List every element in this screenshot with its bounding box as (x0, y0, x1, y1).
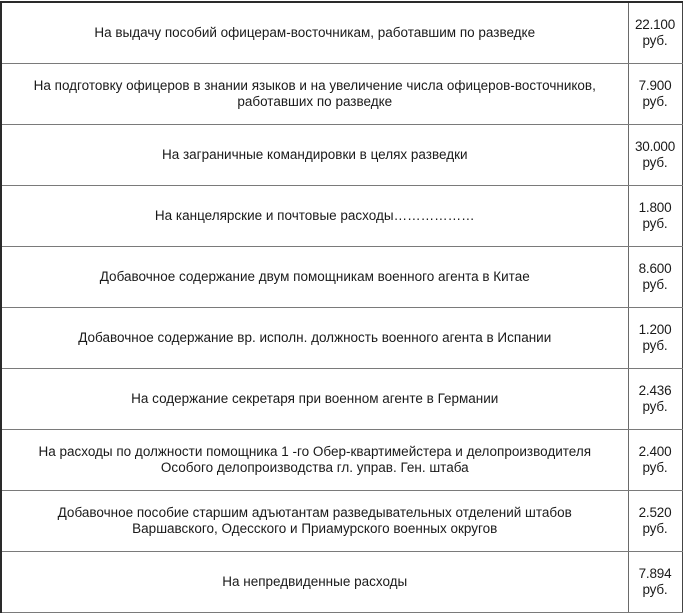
row-amount: 2.436 (638, 383, 672, 398)
table-row (1, 247, 682, 308)
row-currency: руб. (642, 94, 668, 109)
row-amount-cell (628, 186, 682, 247)
table-row (1, 2, 682, 64)
row-amount: 7.900 (638, 78, 672, 93)
row-amount-cell (628, 64, 682, 125)
row-currency: руб. (642, 460, 668, 475)
row-description: Добавочное пособие старшим адъютантам разведывательных отделений штабов Варшавского, Одесского и Приамурского военных округов (1, 491, 628, 552)
row-description: На подготовку офицеров в знании языков и на увеличение числа офицеров-восточников, работавших по разведке (1, 64, 628, 125)
row-amount-cell (628, 552, 682, 613)
table-row (1, 552, 682, 613)
row-amount-cell (628, 247, 682, 308)
row-description: На расходы по должности помощника 1 -го Обер-квартимейстера и делопроизводителя Особого делопроизводства гл. управ. Ген. штаба (1, 430, 628, 491)
row-description: На выдачу пособий офицерам-восточникам, работавшим по разведке (1, 2, 628, 64)
table-row (1, 125, 682, 186)
row-amount: 8.600 (638, 261, 672, 276)
row-amount-cell (628, 430, 682, 491)
row-description: На непредвиденные расходы (1, 552, 628, 613)
table-row (1, 369, 682, 430)
row-description: Добавочное содержание вр. исполн. должность военного агента в Испании (1, 308, 628, 369)
row-currency: руб. (642, 277, 668, 292)
row-currency: руб. (642, 399, 668, 414)
row-description: На заграничные командировки в целях разведки (1, 125, 628, 186)
row-currency: руб. (642, 155, 668, 170)
row-amount: 22.100 (634, 17, 676, 32)
row-currency: руб. (642, 582, 668, 597)
row-currency: руб. (642, 521, 668, 536)
row-amount: 1.800 (638, 200, 672, 215)
row-amount: 30.000 (634, 139, 676, 154)
row-amount-cell (628, 308, 682, 369)
row-description: На содержание секретаря при военном агенте в Германии (1, 369, 628, 430)
row-amount: 2.520 (638, 505, 672, 520)
row-amount-cell (628, 125, 682, 186)
row-description: Добавочное содержание двум помощникам военного агента в Китае (1, 247, 628, 308)
row-amount: 2.400 (638, 444, 672, 459)
budget-table (0, 1, 683, 613)
row-amount-cell (628, 491, 682, 552)
row-amount: 1.200 (638, 322, 672, 337)
row-amount: 7.894 (638, 566, 672, 581)
table-row (1, 308, 682, 369)
row-currency: руб. (642, 338, 668, 353)
row-amount-cell (628, 369, 682, 430)
table-row (1, 64, 682, 125)
table-row (1, 186, 682, 247)
row-amount-cell (628, 2, 682, 64)
row-currency: руб. (642, 216, 668, 231)
row-currency: руб. (642, 33, 668, 48)
table-row (1, 430, 682, 491)
row-description: На канцелярские и почтовые расходы……………… (1, 186, 628, 247)
table-row (1, 491, 682, 552)
